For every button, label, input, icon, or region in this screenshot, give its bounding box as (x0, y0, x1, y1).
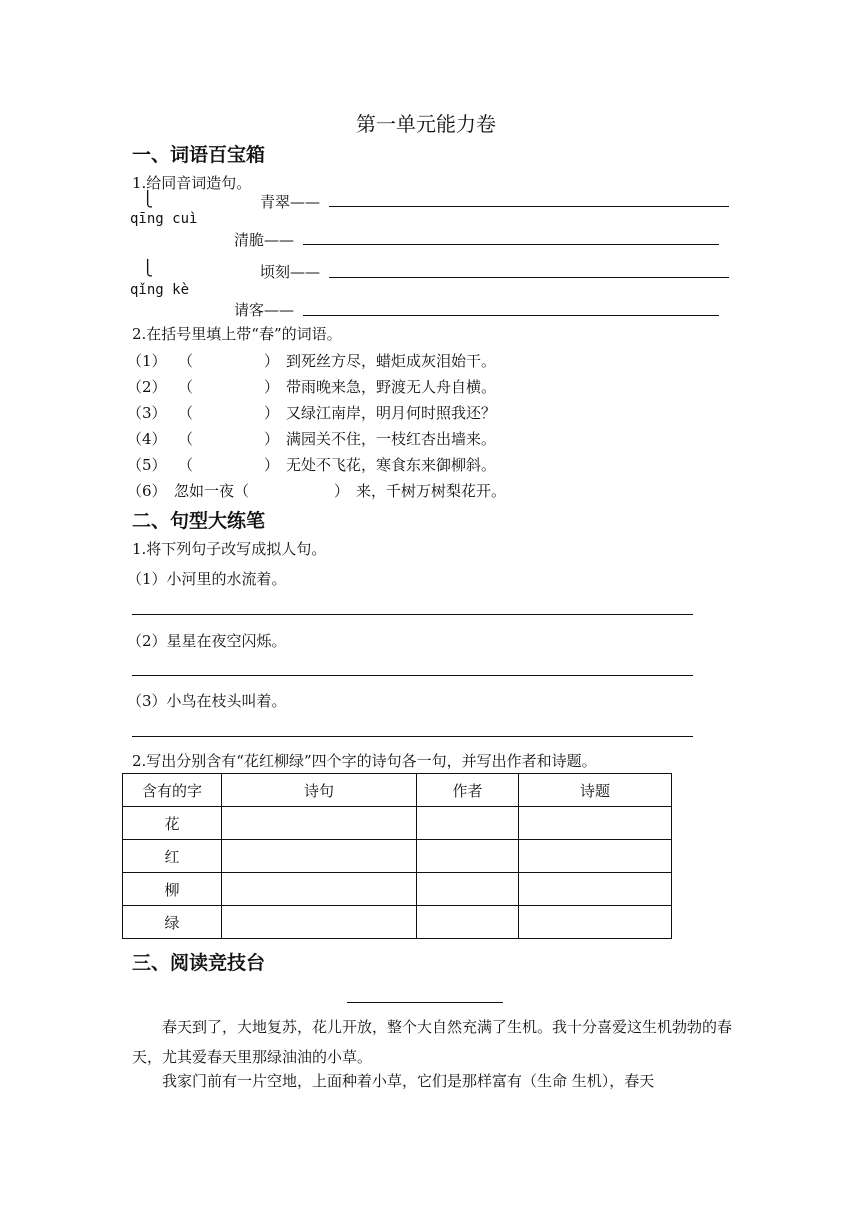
table-row (123, 840, 672, 873)
table-cell-input[interactable] (519, 807, 672, 840)
poem-line: 又绿江南岸，明月何时照我还？ (286, 404, 497, 422)
sentence-item: （1）小河里的水流着。 (127, 570, 287, 588)
table-cell-char: 柳 (123, 873, 222, 906)
table-header: 含有的字 (123, 774, 222, 807)
paren-close: ） (264, 456, 280, 474)
table-row (123, 873, 672, 906)
paren-open: （ (178, 352, 194, 370)
poem-line: 满园关不住，一枝红杏出墙来。 (286, 430, 497, 448)
table-cell-input[interactable] (417, 906, 519, 939)
answer-line[interactable] (132, 675, 693, 676)
answer-line[interactable] (132, 736, 693, 737)
paren-open: 忽如一夜（ (174, 482, 250, 500)
word-label: 顷刻—— (260, 263, 321, 281)
item-number: （2） (127, 378, 167, 396)
table-cell-input[interactable] (222, 906, 417, 939)
question-1-2-prompt: 2.在括号里填上带“春”的词语。 (132, 325, 342, 343)
section-heading-3: 三、阅读竞技台 (132, 952, 266, 974)
word-label: 清脆—— (234, 231, 295, 249)
table-cell-input[interactable] (222, 840, 417, 873)
section-heading-2: 二、句型大练笔 (132, 510, 266, 532)
answer-line[interactable] (303, 315, 719, 316)
table-cell-char: 绿 (123, 906, 222, 939)
table-cell-input[interactable] (519, 906, 672, 939)
poem-line: 带雨晚来急，野渡无人舟自横。 (286, 378, 497, 396)
table-cell-input[interactable] (222, 873, 417, 906)
brace-icon: ⎩ (142, 259, 154, 277)
table-header: 诗句 (222, 774, 417, 807)
word-label: 青翠—— (260, 193, 321, 211)
answer-line[interactable] (329, 206, 729, 207)
paren-open: （ (178, 404, 194, 422)
answer-line[interactable] (329, 277, 729, 278)
question-2-2-prompt: 2.写出分别含有“花红柳绿”四个字的诗句各一句，并写出作者和诗题。 (132, 752, 597, 770)
table-header: 诗题 (519, 774, 672, 807)
table-cell-input[interactable] (417, 807, 519, 840)
paren-close: ） (264, 404, 280, 422)
sentence-item: （2）星星在夜空闪烁。 (127, 632, 287, 650)
table-cell-char: 红 (123, 840, 222, 873)
passage-title-blank[interactable] (347, 1002, 503, 1003)
table-cell-input[interactable] (417, 873, 519, 906)
paren-close: ） (264, 430, 280, 448)
paren-close: ） (264, 378, 280, 396)
word-label: 请客—— (234, 301, 295, 319)
pinyin-label: qǐng kè (130, 282, 190, 298)
table-cell-input[interactable] (519, 840, 672, 873)
answer-line[interactable] (303, 244, 719, 245)
table-cell-input[interactable] (519, 873, 672, 906)
item-number: （1） (127, 352, 167, 370)
item-number: （4） (127, 430, 167, 448)
paren-close: ） (264, 352, 280, 370)
paren-open: （ (178, 378, 194, 396)
poem-line: 无处不飞花，寒食东来御柳斜。 (286, 456, 497, 474)
table-cell-input[interactable] (222, 807, 417, 840)
poem-line: 来，千树万树梨花开。 (356, 482, 507, 500)
pinyin-label: qīng cuì (130, 211, 198, 227)
answer-line[interactable] (132, 614, 693, 615)
passage-paragraph: 春天到了，大地复苏，花儿开放，整个大自然充满了生机。我十分喜爱这生机勃勃的春天，尤其爱春天里那绿油油的小草。 (132, 1018, 733, 1066)
paren-close: ） (334, 482, 350, 500)
page-title: 第一单元能力卷 (356, 112, 496, 136)
table-row (123, 807, 672, 840)
question-2-1-prompt: 1.将下列句子改写成拟人句。 (132, 540, 327, 558)
section-heading-1: 一、词语百宝箱 (132, 144, 266, 166)
paren-open: （ (178, 430, 194, 448)
item-number: （5） (127, 456, 167, 474)
paren-open: （ (178, 456, 194, 474)
item-number: （3） (127, 404, 167, 422)
question-1-1-prompt: 1.给同音词造句。 (132, 174, 252, 192)
poem-line: 到死丝方尽，蜡炬成灰泪始干。 (286, 352, 497, 370)
poem-table (122, 773, 672, 939)
brace-icon: ⎩ (142, 190, 154, 208)
table-header: 作者 (417, 774, 519, 807)
table-row (123, 906, 672, 939)
item-number: （6） (127, 482, 167, 500)
table-cell-input[interactable] (417, 840, 519, 873)
sentence-item: （3）小鸟在枝头叫着。 (127, 692, 287, 710)
table-header-row (123, 774, 672, 807)
passage-paragraph: 我家门前有一片空地，上面种着小草，它们是那样富有（生命 生机），春天 (162, 1072, 655, 1090)
table-cell-char: 花 (123, 807, 222, 840)
